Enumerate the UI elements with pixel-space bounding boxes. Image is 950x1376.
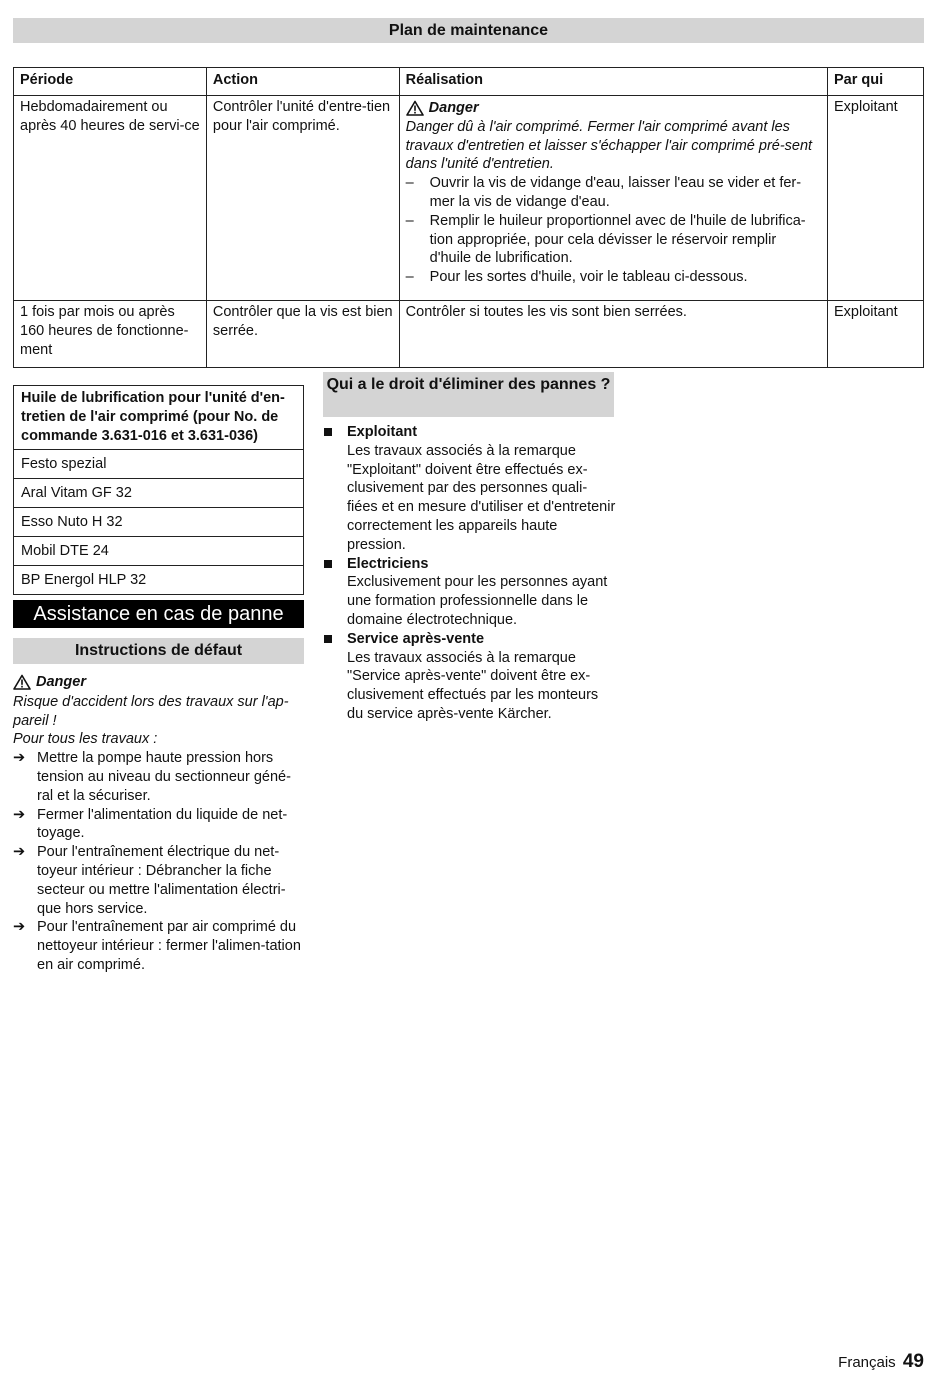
item-title: Exploitant bbox=[347, 424, 418, 440]
oil-item: Mobil DTE 24 bbox=[14, 537, 304, 566]
square-bullet-icon bbox=[324, 635, 332, 643]
square-bullet-icon bbox=[324, 560, 332, 568]
action-cell: Contrôler que la vis est bien serrée. bbox=[206, 301, 399, 368]
item-text: Les travaux associés à la remarque "Service après-vente" doivent être ex-clusivement effectués par les monteurs du service après-vente Kärcher. bbox=[347, 649, 599, 722]
realisation-cell: Contrôler si toutes les vis sont bien serrées. bbox=[399, 301, 827, 368]
page-footer bbox=[838, 1353, 924, 1373]
list-item bbox=[13, 843, 306, 918]
list-item bbox=[323, 423, 616, 555]
item-title: Service après-vente bbox=[347, 630, 485, 647]
footer-language: Français bbox=[838, 1354, 896, 1371]
item-text: Exclusivement pour les personnes ayant une formation professionnelle dans le domaine électrotechnique. bbox=[347, 574, 608, 628]
list-item: – Remplir le huileur proportionnel avec de l'huile de lubrifica-tion appropriée, pour cela dévisser le réservoir remplir d'huile de lubrification. bbox=[406, 212, 821, 268]
column-header-par-qui: Par qui bbox=[828, 68, 924, 96]
list-item: – Ouvrir la vis de vidange d'eau, laisser l'eau se vider et fer-mer la vis de vidange d'eau. bbox=[406, 174, 821, 212]
instructions-content bbox=[13, 672, 306, 975]
oil-item: BP Energol HLP 32 bbox=[14, 566, 304, 595]
step-text: Pour l'entraînement électrique du net-toyeur intérieur : Débrancher la fiche secteur ou mettre l'alimentation électri-que hors service. bbox=[37, 844, 286, 917]
column-header-periode: Période bbox=[14, 68, 207, 96]
oil-table-header: Huile de lubrification pour l'unité d'en-tretien de l'air comprimé (pour No. de commande 3.631-016 et 3.631-036) bbox=[14, 386, 304, 450]
period-cell: 1 fois par mois ou après 160 heures de fonctionne-ment bbox=[14, 301, 207, 368]
warning-triangle-icon bbox=[406, 100, 424, 116]
list-item bbox=[323, 630, 616, 724]
instruction-steps bbox=[13, 749, 306, 975]
instructions-subtitle: Instructions de défaut bbox=[13, 638, 304, 664]
by-cell: Exploitant bbox=[828, 96, 924, 301]
list-item: – Pour les sortes d'huile, voir le tableau ci-dessous. bbox=[406, 268, 821, 287]
list-item bbox=[13, 806, 306, 844]
by-cell: Exploitant bbox=[828, 301, 924, 368]
table-row bbox=[14, 96, 924, 301]
step-text: Mettre la pompe haute pression hors tension au niveau du sectionneur géné-ral et la sécuriser. bbox=[37, 750, 291, 804]
square-bullet-icon bbox=[324, 428, 332, 436]
danger-text: Risque d'accident lors des travaux sur l'ap-pareil ! bbox=[13, 693, 289, 729]
step-text: Fermer l'alimentation du liquide de net-toyage. bbox=[37, 806, 288, 842]
column-header-action: Action bbox=[206, 68, 399, 96]
arrow-right-icon: ➔ bbox=[13, 750, 26, 767]
period-cell: Hebdomadairement ou après 40 heures de servi-ce bbox=[14, 96, 207, 301]
danger-text: Danger dû à l'air comprimé. Fermer l'air comprimé avant les travaux d'entretien et laisser s'échapper l'air comprimé pré-sent dans l'unité d'entretien. bbox=[405, 118, 813, 173]
list-item bbox=[13, 749, 306, 805]
assistance-title: Assistance en cas de panne bbox=[13, 600, 304, 628]
intro-text: Pour tous les travaux : bbox=[13, 731, 158, 748]
arrow-right-icon: ➔ bbox=[13, 844, 26, 861]
maintenance-table bbox=[13, 67, 924, 368]
oil-item: Esso Nuto H 32 bbox=[14, 508, 304, 537]
danger-label: Danger bbox=[428, 100, 479, 116]
oil-table bbox=[13, 385, 304, 595]
action-cell: Contrôler l'unité d'entre-tien pour l'air comprimé. bbox=[206, 96, 399, 301]
list-item bbox=[323, 555, 616, 630]
page-section-title: Plan de maintenance bbox=[13, 18, 924, 43]
page-number: 49 bbox=[902, 1351, 924, 1372]
oil-item: Aral Vitam GF 32 bbox=[14, 479, 304, 508]
list-item bbox=[13, 918, 306, 974]
warning-triangle-icon bbox=[13, 674, 31, 690]
item-title: Electriciens bbox=[347, 555, 429, 572]
realisation-cell bbox=[399, 96, 827, 301]
maintenance-steps bbox=[406, 174, 821, 287]
item-text: Les travaux associés à la remarque "Exploitant" doivent être effectués ex-clusivement par des personnes quali-fiées et en mesure d'utiliser et d'entretenir correctement les appareils haute pression. bbox=[347, 442, 616, 553]
danger-label: Danger bbox=[36, 674, 86, 690]
qui-content bbox=[323, 423, 616, 724]
danger-heading bbox=[13, 673, 306, 692]
danger-heading bbox=[406, 99, 821, 118]
step-text: Pour l'entraînement par air comprimé du nettoyeur intérieur : fermer l'alimen-tation en air comprimé. bbox=[37, 919, 301, 973]
table-row bbox=[14, 301, 924, 368]
column-header-realisation: Réalisation bbox=[399, 68, 827, 96]
arrow-right-icon: ➔ bbox=[13, 919, 26, 936]
oil-item: Festo spezial bbox=[14, 450, 304, 479]
table-header-row bbox=[14, 68, 924, 96]
arrow-right-icon: ➔ bbox=[13, 806, 26, 823]
qui-title: Qui a le droit d'éliminer des pannes ? bbox=[323, 372, 614, 417]
qui-list bbox=[323, 423, 616, 724]
